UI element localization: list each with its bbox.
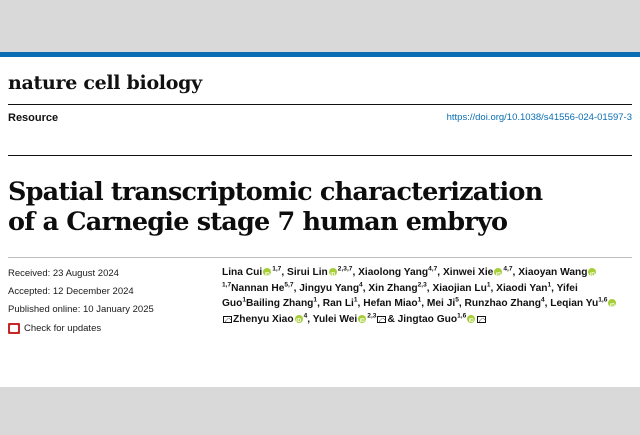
author-name: , Ran Li — [317, 298, 354, 309]
accepted-date: Accepted: 12 December 2024 — [8, 286, 134, 297]
doi-link[interactable]: https://doi.org/10.1038/s41556-024-01597-3 — [446, 112, 632, 123]
author-affiliation: 1,7 — [222, 281, 232, 289]
author-name: Lina Cui — [222, 267, 263, 278]
author-affiliation: 5 — [455, 296, 459, 304]
author-affiliation: 4 — [540, 296, 545, 304]
orcid-icon[interactable] — [494, 268, 502, 276]
author-affiliation: 1 — [486, 281, 491, 289]
author-name: Nannan He — [231, 282, 285, 294]
author-name: , Mei Ji — [421, 298, 456, 309]
author-affiliation: 2,3 — [417, 281, 427, 289]
email-icon[interactable] — [477, 316, 486, 323]
author-affiliation: 1 — [242, 296, 247, 304]
author-name: , Jingyu Yang — [293, 282, 360, 294]
author-name: , Xiaojian Lu — [426, 282, 487, 294]
crossmark-icon — [8, 323, 20, 334]
orcid-icon[interactable] — [467, 315, 475, 323]
author-affiliation: 4 — [359, 281, 363, 289]
author-name: , Yulei Wei — [307, 313, 358, 325]
journal-name: nature cell biology — [8, 72, 202, 94]
received-date: Received: 23 August 2024 — [8, 268, 119, 279]
orcid-icon[interactable] — [263, 268, 271, 276]
author-affiliation: 4 — [303, 312, 308, 320]
author-name: , Xin Zhang — [362, 282, 418, 294]
page-title: Spatial transcriptomic characterization of a Carnegie stage 7 human embryo — [8, 177, 543, 238]
author-name: , Leqian Yu — [544, 298, 599, 309]
orcid-icon[interactable] — [329, 268, 337, 276]
divider-under-type — [8, 155, 632, 156]
email-icon[interactable] — [377, 316, 386, 323]
journal-article-page — [0, 52, 640, 387]
author-name: Zhenyu Xiao — [233, 313, 294, 325]
article-type-label: Resource — [8, 112, 59, 124]
author-list — [222, 265, 628, 327]
author-affiliation: 1,6 — [457, 312, 467, 320]
publication-history — [8, 265, 208, 319]
author-affiliation: 4,7 — [503, 265, 513, 273]
author-affiliation: 1,7 — [272, 265, 282, 273]
author-name: , Xiaoyan Wang — [512, 267, 588, 278]
author-affiliation: 5,7 — [284, 281, 294, 289]
email-icon[interactable] — [223, 316, 232, 323]
author-name: , Runzhao Zhang — [458, 298, 541, 309]
check-for-updates-button[interactable] — [8, 323, 101, 334]
author-name: Bailing Zhang — [246, 298, 314, 309]
author-affiliation: 1,6 — [598, 296, 608, 304]
author-name: , Yifei Guo — [222, 282, 578, 309]
check-for-updates-label: Check for updates — [24, 323, 102, 334]
divider-top — [8, 104, 632, 105]
author-affiliation: 1 — [353, 296, 358, 304]
divider-above-meta — [8, 257, 632, 258]
orcid-icon[interactable] — [358, 315, 366, 323]
orcid-icon[interactable] — [295, 315, 303, 323]
orcid-icon[interactable] — [608, 299, 616, 307]
author-name: , Xinwei Xie — [437, 267, 494, 278]
author-name: , Hefan Miao — [357, 298, 418, 309]
author-name: , Xiaolong Yang — [352, 267, 429, 278]
author-affiliation: 2,3,7 — [337, 265, 353, 273]
author-affiliation: 1 — [547, 281, 552, 289]
author-name: & Jingtao Guo — [387, 313, 458, 325]
journal-brand-rule — [0, 52, 640, 57]
author-name: , Sirui Lin — [281, 267, 328, 278]
author-affiliation: 4,7 — [428, 265, 438, 273]
orcid-icon[interactable] — [588, 268, 596, 276]
author-affiliation: 2,3 — [367, 312, 377, 320]
published-date: Published online: 10 January 2025 — [8, 304, 154, 315]
author-affiliation: 1 — [417, 296, 422, 304]
author-affiliation: 1 — [313, 296, 318, 304]
author-name: , Xiaodi Yan — [490, 282, 548, 294]
